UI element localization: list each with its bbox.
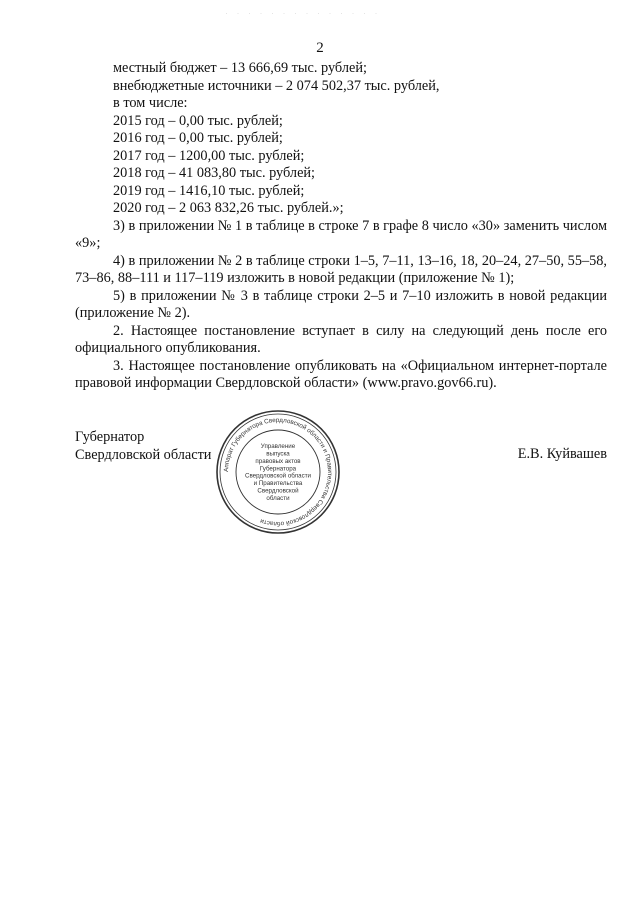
budget-line: внебюджетные источники – 2 074 502,37 тыс. рублей, [113, 77, 440, 94]
seal-graphic [213, 407, 343, 537]
budget-line: местный бюджет – 13 666,69 тыс. рублей; [113, 60, 367, 76]
seal-center-line: Свердловской области [244, 472, 312, 480]
paragraph-clause-3: 3. Настоящее постановление опубликовать на «Официальном интернет-портале правовой информации Свердловской области» (www.pravo.gov66.ru). [75, 357, 607, 391]
seal-center-line: правовых актов [255, 457, 301, 465]
budget-line: 2020 год – 2 063 832,26 тыс. рублей.»; [113, 200, 344, 216]
seal-center-line: выпуска [266, 450, 290, 458]
budget-line: 2017 год – 1200,00 тыс. рублей; [113, 147, 305, 164]
svg-text:Аппарат Губернатора Свердловск: Аппарат Губернатора Свердловской области и Правительства Свердловской области [222, 416, 334, 528]
faint-header-stamp: · · · · · · · · · · · · · · [225, 8, 381, 18]
seal-center-line: Управление [260, 443, 296, 451]
signature-block [75, 416, 607, 549]
budget-line: в том числе: [113, 95, 188, 111]
page-number: 2 [316, 40, 324, 56]
budget-line: 2016 год – 0,00 тыс. рублей; [113, 130, 283, 146]
paragraph-clause-2: 2. Настоящее постановление вступает в силу на следующий день после его официального опубликования. [75, 322, 607, 356]
paragraph-item-3: 3) в приложении № 1 в таблице в строке 7 в графе 8 число «30» заменить числом «9»; [75, 217, 607, 251]
seal-center-line: и Правительства [253, 480, 303, 488]
seal-center-line: области [266, 494, 290, 502]
document-body [75, 60, 607, 393]
signatory-title-line2: Свердловской области [75, 446, 212, 463]
seal-center-line: Свердловской [257, 487, 299, 495]
signatory-title-line1: Губернатор [75, 429, 145, 445]
signatory-name: Е.В. Куйвашев [517, 446, 607, 462]
budget-line: 2018 год – 41 083,80 тыс. рублей; [113, 165, 316, 181]
budget-line: 2019 год – 1416,10 тыс. рублей; [113, 182, 305, 199]
paragraph-item-4: 4) в приложении № 2 в таблице строки 1–5, 7–11, 13–16, 18, 20–24, 27–50, 55–58, 73–86, 88–111 и 117–119 изложить в новой редакции (приложение № 1); [75, 252, 607, 286]
official-seal-stamp [213, 407, 343, 537]
budget-line: 2015 год – 0,00 тыс. рублей; [113, 112, 283, 129]
seal-center-line: Губернатора [259, 465, 297, 473]
paragraph-item-5: 5) в приложении № 3 в таблице строки 2–5 и 7–10 изложить в новой редакции (приложение № 2). [75, 287, 607, 321]
signatory-title [75, 429, 211, 464]
